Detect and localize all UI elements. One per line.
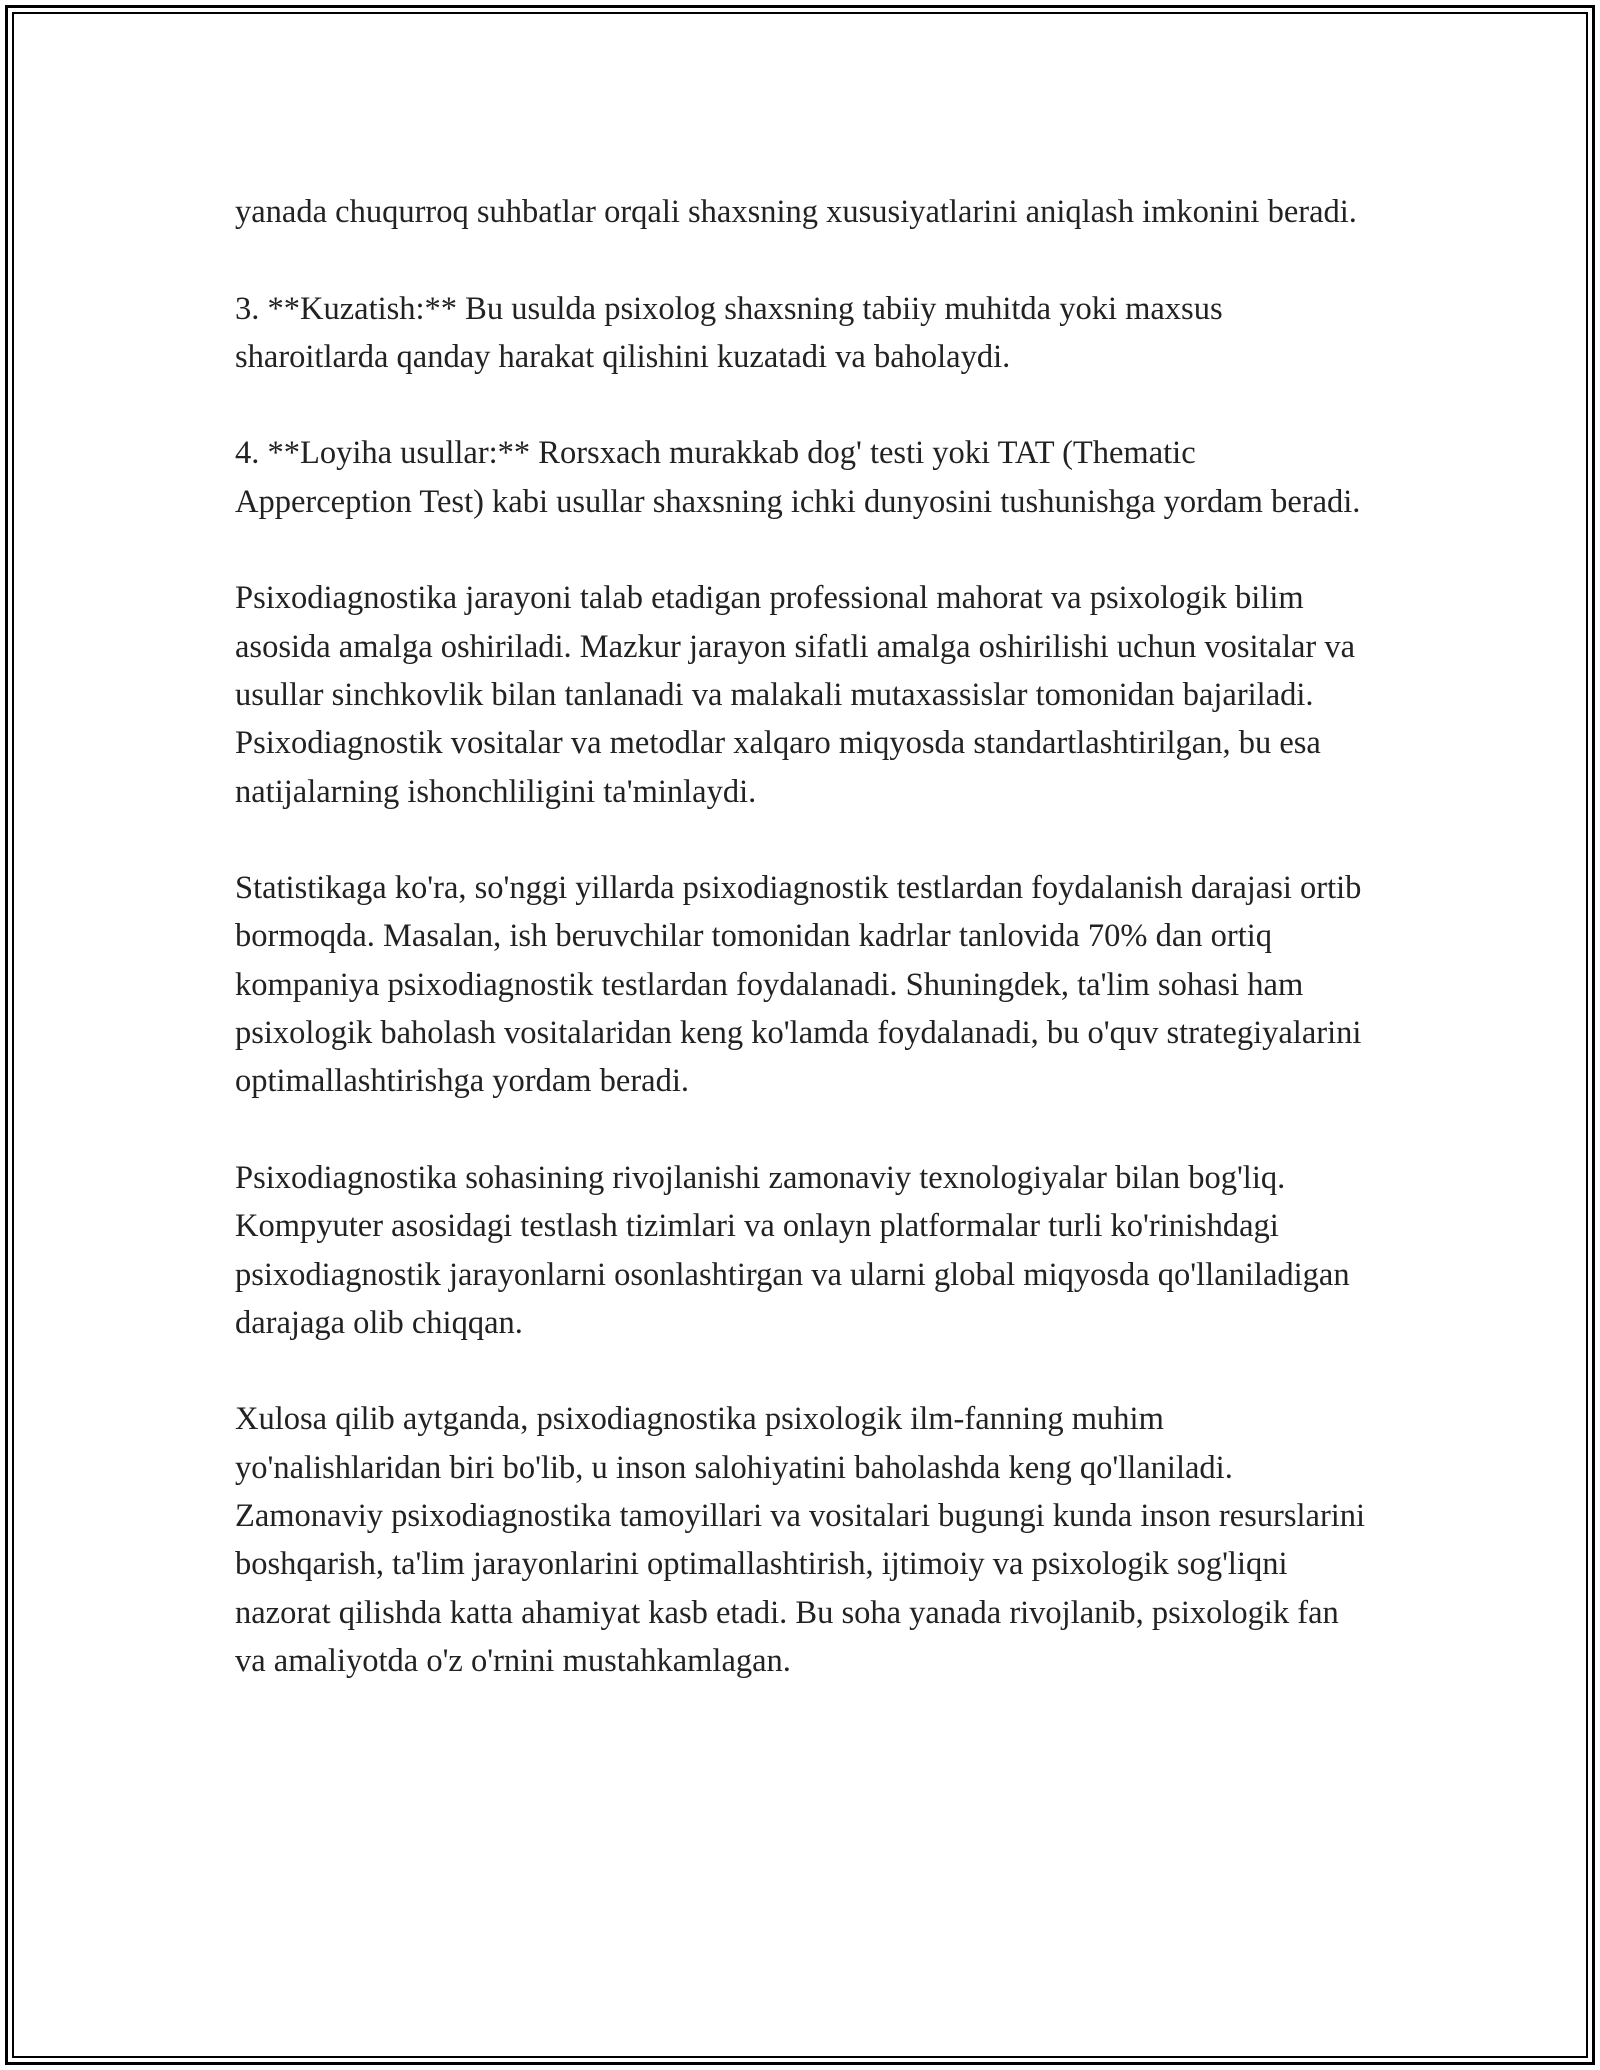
document-body — [235, 188, 1375, 1685]
paragraph-continuation: yanada chuqurroq suhbatlar orqali shaxsning xususiyatlarini aniqlash imkonini beradi. — [235, 194, 1357, 230]
paragraph-process: Psixodiagnostika jarayoni talab etadigan professional mahorat va psixologik bilim asosida amalga oshiriladi. Mazkur jarayon sifatli amalga oshirilishi uchun vositalar va usullar sinchkovlik bilan tanlanadi va malakali mutaxassislar tomonidan bajariladi. Psixodiagnostik vositalar va metodlar xalqaro miqyosda standartlashtirilgan, bu esa natijalarning ishonchliligini ta'minlaydi. — [235, 580, 1356, 810]
paragraph-loyiha-usullar: 4. **Loyiha usullar:** Rorsxach murakkab dog' testi yoki TAT (Thematic Apperception Test) kabi usullar shaxsning ichki dunyosini tushunishga yordam beradi. — [235, 435, 1361, 520]
paragraph-kuzatish: 3. **Kuzatish:** Bu usulda psixolog shaxsning tabiiy muhitda yoki maxsus sharoitlarda qanday harakat qilishini kuzatadi va baholaydi. — [235, 290, 1223, 375]
paragraph-statistics: Statistikaga ko'ra, so'nggi yillarda psixodiagnostik testlardan foydalanish darajasi ortib bormoqda. Masalan, ish beruvchilar tomonidan kadrlar tanlovida 70% dan ortiq kompaniya psixodiagnostik testlardan foydalanadi. Shuningdek, ta'lim sohasi ham psixologik baholash vositalaridan keng ko'lamda foydalanadi, bu o'quv strategiyalarini optimallashtirishga yordam beradi. — [235, 870, 1362, 1100]
paragraph-technology: Psixodiagnostika sohasining rivojlanishi zamonaviy texnologiyalar bilan bog'liq. Kompyuter asosidagi testlash tizimlari va onlayn platformalar turli ko'rinishdagi psixodiagnostik jarayonlarni osonlashtirgan va ularni global miqyosda qo'llaniladigan darajaga olib chiqqan. — [235, 1159, 1350, 1341]
paragraph-conclusion: Xulosa qilib aytganda, psixodiagnostika psixologik ilm-fanning muhim yo'nalishlaridan biri bo'lib, u inson salohiyatini baholashda keng qo'llaniladi. Zamonaviy psixodiagnostika tamoyillari va vositalari bugungi kunda inson resurslarini boshqarish, ta'lim jarayonlarini optimallashtirish, ijtimoiy va psixologik sog'liqni nazorat qilishda katta ahamiyat kasb etadi. Bu soha yanada rivojlanib, psixologik fan va amaliyotda o'z o'rnini mustahkamlagan. — [235, 1401, 1366, 1679]
